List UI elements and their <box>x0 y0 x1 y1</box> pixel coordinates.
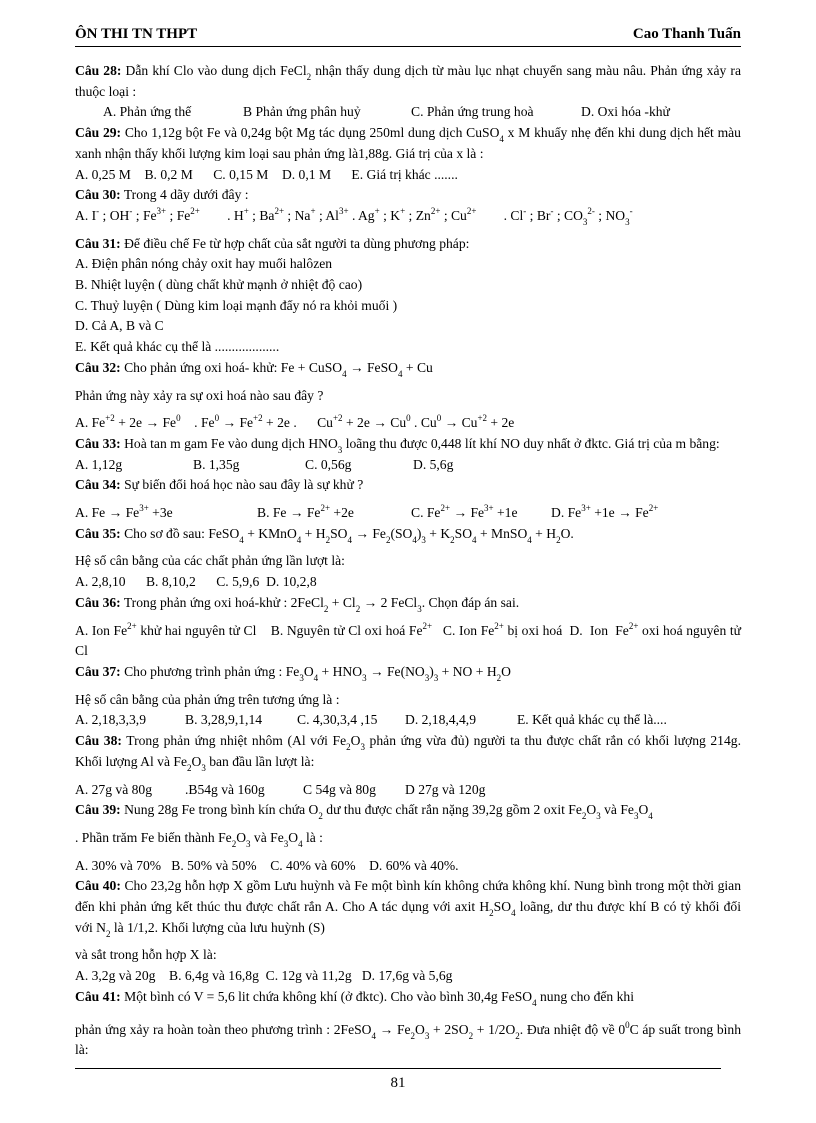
question-39: Câu 39: Nung 28g Fe trong bình kín chứa $O_2$ dư thu được chất rắn nặng 39,2g gồm 2 oxit $Fe_2O_3$ và $Fe_3O_4$ <box>75 802 653 822</box>
q33-options: A. 1,12g B. 1,35g C. 0,56g D. 5,6g <box>75 456 454 472</box>
q40-prompt: và sắt trong hỗn hợp X là: <box>75 947 217 963</box>
q41-equation: phản ứng xảy ra hoàn toàn theo phương trình : 2FeSO$_4$ → $Fe_2O_3 + 2SO_2 + 1/2O_2$. Đưa nhiệt độ về $0^0C$ áp suất trong bình là: <box>75 1019 742 1058</box>
question-32: Câu 32: Cho phản ứng oxi hoá- khử: Fe + CuSO$_4$ → FeSO$_4$ + Cu <box>75 359 433 379</box>
q34-options: A. $Fe \to Fe^{3+} +3e$ B. $Fe \to Fe^{2+} +2e$ C. $Fe^{2+} \to Fe^{3+} +1e$ D. $Fe^{3+} +1e \to Fe^{2+}$ <box>75 503 659 521</box>
question-31: Câu 31: Để điều chế Fe từ hợp chất của sắt người ta dùng phương pháp: <box>75 235 470 251</box>
question-33: Câu 33: Hoà tan m gam Fe vào dung dịch $HNO_3$ loãng thu được 0,448 lít khí NO duy nhất ở đktc. Giá trị của m bằng: <box>75 435 720 455</box>
q31-option-a: A. Điện phân nóng chảy oxit hay muối halôzen <box>75 256 333 272</box>
question-37: Câu 37: Cho phương trình phản ứng : $Fe_3O_4 + HNO_3 \to Fe(NO_3)_3$ + NO + $H_2O$ <box>75 663 511 683</box>
q37-options: A. 2,18,3,3,9 B. 3,28,9,1,14 C. 4,30,3,4 ,15 D. 2,18,4,4,9 E. Kết quả khác cụ thể là.... <box>75 712 667 728</box>
question-28: Câu 28: Dẫn khí Clo vào dung dịch FeCl$_2$ nhận thấy dung dịch từ màu lục nhạt chuyển sang màu nâu. Phản ứng xảy ra thuộc loại : <box>75 63 741 99</box>
question-40: Câu 40: Cho 23,2g hỗn hợp X gồm Lưu huỳnh và Fe một bình kín không chứa không khí. Nung bình trong một thời gian đến khi phản ứng kết thúc thu được chất rắn A. Cho A tác dụng với axit $H_2SO_4$ loãng, dư thu được khí B có tỷ khối đối với $N_2$ là 1/1,2. Khối lượng của lưu huỳnh (S) <box>75 878 741 939</box>
q37-prompt: Hệ số cân bằng của phản ứng trên tương ứng là : <box>75 691 340 707</box>
question-30: Câu 30: Trong 4 dãy dưới đây : <box>75 187 249 203</box>
q31-option-b: B. Nhiệt luyện ( dùng chất khử mạnh ở nhiệt độ cao) <box>75 277 363 293</box>
q28-options: A. Phản ứng thế B Phản ứng phân huỷ C. Phản ứng trung hoà D. Oxi hóa -khử <box>103 104 670 120</box>
q31-option-e: E. Kết quả khác cụ thể là ................... <box>75 339 280 355</box>
document-body <box>75 61 741 1061</box>
q39-prompt: . Phần trăm Fe biến thành $Fe_2O_3$ và $Fe_3O_4$ là : <box>75 829 323 849</box>
page <box>75 26 741 1061</box>
q31-option-d: D. Cả A, B và C <box>75 318 164 334</box>
question-35: Câu 35: Cho sơ đồ sau: FeSO$_4$ + KMnO$_4$ + $H_2SO_4 \to Fe_2(SO_4)_3 + K_2SO_4$ + MnSO$_4$ + $H_2O$. <box>75 525 574 545</box>
page-footer <box>75 1068 721 1092</box>
question-36: Câu 36: Trong phản ứng oxi hoá-khử : 2FeCl$_2$ + $Cl_2 \to 2$ FeCl$_3$. Chọn đáp án sai. <box>75 594 520 614</box>
q39-options: A. 30% và 70% B. 50% và 50% C. 40% và 60% D. 60% và 40%. <box>75 857 459 873</box>
question-41: Câu 41: Một bình có V = 5,6 lit chứa không khí (ở đktc). Cho vào bình 30,4g FeSO$_4$ nung cho đến khi <box>75 988 635 1008</box>
header-left: ÔN THI TN THPT <box>75 26 198 42</box>
question-38: Câu 38: Trong phản ứng nhiệt nhôm (Al với $Fe_2O_3$ phản ứng vừa đủ) người ta thu được chất rắn có khối lượng 214g. Khối lượng Al và $Fe_2O_3$ ban đầu lần lượt là: <box>75 733 741 773</box>
q32-options: A. $Fe^{+2} + 2e \to Fe^0$ . $Fe^0 \to Fe^{+2} + 2e$ . $Cu^{+2} + 2e \to Cu^0$ . $Cu^0 \to Cu^{+2} + 2e$ <box>75 413 515 431</box>
header-right: Cao Thanh Tuấn <box>632 26 741 42</box>
q30-options: A. I- ; OH- ; $Fe^{3+}$ ; $Fe^{2+}$ . H+ ; $Ba^{2+}$ ; Na+ ; $Al^{3+}$ . Ag+ ; K+ ; $Zn^{2+}$ ; $Cu^{2+}$ . Cl- ; Br- ; $CO_3^{2-}$ ; $NO_3^-$ <box>75 205 633 227</box>
q38-options: A. 27g và 80g .B54g và 160g C 54g và 80g D 27g và 120g <box>75 781 486 797</box>
q36-options: A. Ion $Fe^{2+}$ khử hai nguyên tử Cl B. Nguyên tử Cl oxi hoá $Fe^{2+}$ C. Ion $Fe^{2+}$ bị oxi hoá D. Ion $Fe^{2+}$ oxi hoá nguyên tử Cl <box>75 620 742 659</box>
question-29: Câu 29: Cho 1,12g bột Fe và 0,24g bột Mg tác dụng 250ml dung dịch CuSO$_4$ x M khuấy nhẹ đến khi dung dịch hết màu xanh nhận thấy khối lượng kim loại sau phản ứng là1,88g. Giá trị của x là : <box>75 125 741 161</box>
q35-options: A. 2,8,10 B. 8,10,2 C. 5,9,6 D. 10,2,8 <box>75 574 317 590</box>
page-number: 81 <box>390 1075 406 1091</box>
question-34: Câu 34: Sự biến đổi hoá học nào sau đây là sự khử ? <box>75 477 364 493</box>
page-header <box>75 26 741 47</box>
q32-prompt: Phản ứng này xảy ra sự oxi hoá nào sau đây ? <box>75 387 324 403</box>
q29-options: A. 0,25 M B. 0,2 M C. 0,15 M D. 0,1 M E. Giá trị khác ....... <box>75 166 458 182</box>
q35-prompt: Hệ số cân bằng của các chất phản ứng lần lượt là: <box>75 553 345 569</box>
q31-option-c: C. Thuỷ luyện ( Dùng kim loại mạnh đẩy nó ra khỏi muối ) <box>75 297 398 313</box>
q40-options: A. 3,2g và 20g B. 6,4g và 16,8g C. 12g và 11,2g D. 17,6g và 5,6g <box>75 968 453 984</box>
